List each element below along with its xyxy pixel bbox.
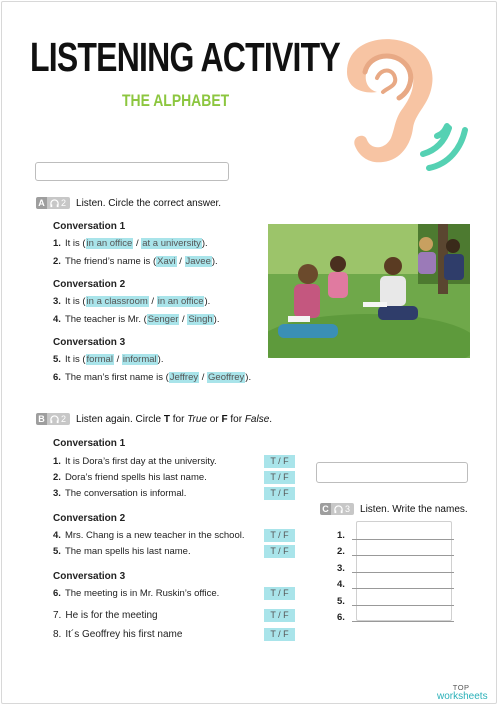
statement-number: 1. [53, 456, 61, 467]
option-separator: / [133, 238, 142, 249]
name-line-number: 2. [337, 546, 345, 557]
section-b-track-number: 2 [61, 414, 67, 424]
statement-number: 7. [53, 610, 62, 621]
question-suffix: ). [211, 256, 218, 267]
statement-4 [53, 530, 244, 541]
option-separator: / [199, 372, 208, 383]
instruction-text: or [207, 413, 222, 425]
instruction-text: for [169, 413, 188, 425]
answer-input-field[interactable] [316, 462, 468, 483]
question-text: The friend’s name is ( [64, 256, 157, 267]
option-separator: / [113, 354, 122, 365]
instruction-t: T [163, 413, 170, 425]
answer-option[interactable]: Singh [188, 314, 213, 325]
question-6 [53, 372, 251, 383]
statement-2 [53, 472, 207, 483]
name-write-line[interactable] [352, 588, 454, 589]
page-title: LISTENING ACTIVITY [30, 34, 340, 80]
ear-icon [325, 32, 475, 172]
statement-number: 3. [53, 488, 61, 499]
section-c-track [331, 503, 354, 515]
answer-option[interactable]: Geoffrey [208, 372, 245, 383]
statement-7 [53, 610, 158, 621]
section-a-instruction: Listen. Circle the correct answer. [76, 197, 222, 209]
name-write-line[interactable] [352, 621, 454, 622]
answer-option[interactable]: Jeffrey [169, 372, 199, 383]
topworksheets-logo[interactable] [437, 683, 488, 701]
question-suffix: ). [204, 296, 211, 307]
instruction-f: F [221, 413, 228, 425]
name-write-line[interactable] [352, 539, 454, 540]
statement-6 [53, 588, 219, 599]
question-suffix: ). [201, 238, 208, 249]
names-answer-box[interactable] [356, 521, 452, 621]
instruction-false: False [244, 413, 270, 425]
section-c-letter: C [320, 503, 331, 515]
true-false-choice[interactable]: T / F [264, 545, 295, 558]
statement-3 [53, 488, 186, 499]
question-number: 6. [53, 372, 61, 383]
statement-text: It´s Geoffrey his first name [65, 629, 183, 640]
question-2 [53, 256, 218, 267]
name-line-number: 3. [337, 563, 345, 574]
statement-number: 5. [53, 546, 61, 557]
question-text: It is ( [64, 238, 86, 249]
name-line-number: 6. [337, 612, 345, 623]
statement-text: The man spells his last name. [64, 546, 191, 557]
headphones-icon [50, 415, 59, 424]
instruction-text: Listen again. Circle [76, 413, 164, 425]
answer-option[interactable]: at a university [142, 238, 201, 249]
name-write-line[interactable] [352, 572, 454, 573]
statement-number: 6. [53, 588, 61, 599]
name-line-number: 1. [337, 530, 345, 541]
question-number: 3. [53, 296, 61, 307]
name-input-field[interactable] [35, 162, 229, 181]
answer-option[interactable]: Javee [185, 256, 211, 267]
conversation-title: Conversation 1 [53, 438, 126, 449]
section-c-header [320, 503, 468, 515]
question-text: It is ( [64, 354, 86, 365]
question-3 [53, 296, 210, 307]
conversation-title: Conversation 3 [53, 337, 126, 348]
section-a-letter: A [36, 197, 47, 209]
instruction-text: . [269, 413, 273, 425]
option-separator: / [179, 314, 188, 325]
section-c-instruction: Listen. Write the names. [360, 503, 468, 515]
statement-number: 8. [53, 629, 62, 640]
students-photo [268, 224, 470, 358]
true-false-choice[interactable]: T / F [264, 487, 295, 500]
conversation-title: Conversation 1 [53, 221, 126, 232]
question-number: 2. [53, 256, 61, 267]
logo-bottom-text: worksheets [437, 691, 488, 702]
question-number: 5. [53, 354, 61, 365]
section-b-track [47, 413, 70, 425]
answer-option[interactable]: in an office [157, 296, 204, 307]
question-number: 4. [53, 314, 61, 325]
true-false-choice[interactable]: T / F [264, 529, 295, 542]
answer-option[interactable]: in an office [86, 238, 133, 249]
logo-top-text: TOP [452, 683, 470, 692]
true-false-choice[interactable]: T / F [264, 455, 295, 468]
statement-text: The meeting is in Mr. Ruskin’s office. [64, 588, 220, 599]
option-separator: / [176, 256, 185, 267]
answer-option[interactable]: Senger [147, 314, 179, 325]
headphones-icon [50, 199, 59, 208]
true-false-choice[interactable]: T / F [264, 587, 295, 600]
name-write-line[interactable] [352, 555, 454, 556]
true-false-choice[interactable]: T / F [264, 609, 295, 622]
section-b-letter: B [36, 413, 47, 425]
answer-option[interactable]: Xavi [157, 256, 176, 267]
true-false-choice[interactable]: T / F [264, 471, 295, 484]
statement-number: 4. [53, 530, 61, 541]
question-number: 1. [53, 238, 61, 249]
statement-5 [53, 546, 191, 557]
question-text: It is ( [64, 296, 86, 307]
question-suffix: ). [245, 372, 252, 383]
statement-1 [53, 456, 217, 467]
statement-8 [53, 629, 182, 640]
section-a-header [36, 197, 221, 209]
question-4 [53, 314, 219, 325]
true-false-choice[interactable]: T / F [264, 628, 295, 641]
statement-text: The conversation is informal. [64, 488, 187, 499]
page-subtitle: THE ALPHABET [122, 91, 230, 110]
conversation-title: Conversation 2 [53, 513, 126, 524]
answer-option[interactable]: informal [122, 354, 157, 365]
question-suffix: ). [157, 354, 164, 365]
statement-text: Dora’s friend spells his last name. [64, 472, 207, 483]
conversation-title: Conversation 3 [53, 571, 126, 582]
answer-option[interactable]: in a classroom [86, 296, 148, 307]
question-suffix: ). [213, 314, 220, 325]
name-write-line[interactable] [352, 605, 454, 606]
option-separator: / [148, 296, 157, 307]
name-line-number: 4. [337, 579, 345, 590]
question-text: The man’s first name is ( [64, 372, 169, 383]
statement-text: Mrs. Chang is a new teacher in the school. [64, 530, 245, 541]
question-1 [53, 238, 208, 249]
section-b-instruction [76, 414, 272, 425]
statement-text: It is Dora’s first day at the university. [64, 456, 217, 467]
section-c-track-number: 3 [345, 504, 351, 514]
statement-number: 2. [53, 472, 61, 483]
name-line-number: 5. [337, 596, 345, 607]
section-a-track [47, 197, 70, 209]
instruction-text: for [227, 413, 245, 425]
answer-option[interactable]: formal [86, 354, 113, 365]
statement-text: He is for the meeting [65, 610, 158, 621]
section-a-track-number: 2 [61, 198, 67, 208]
question-5 [53, 354, 163, 365]
question-text: The teacher is Mr. ( [64, 314, 147, 325]
conversation-title: Conversation 2 [53, 279, 126, 290]
headphones-icon [334, 505, 343, 514]
section-b-header [36, 413, 272, 425]
instruction-true: True [187, 413, 208, 425]
